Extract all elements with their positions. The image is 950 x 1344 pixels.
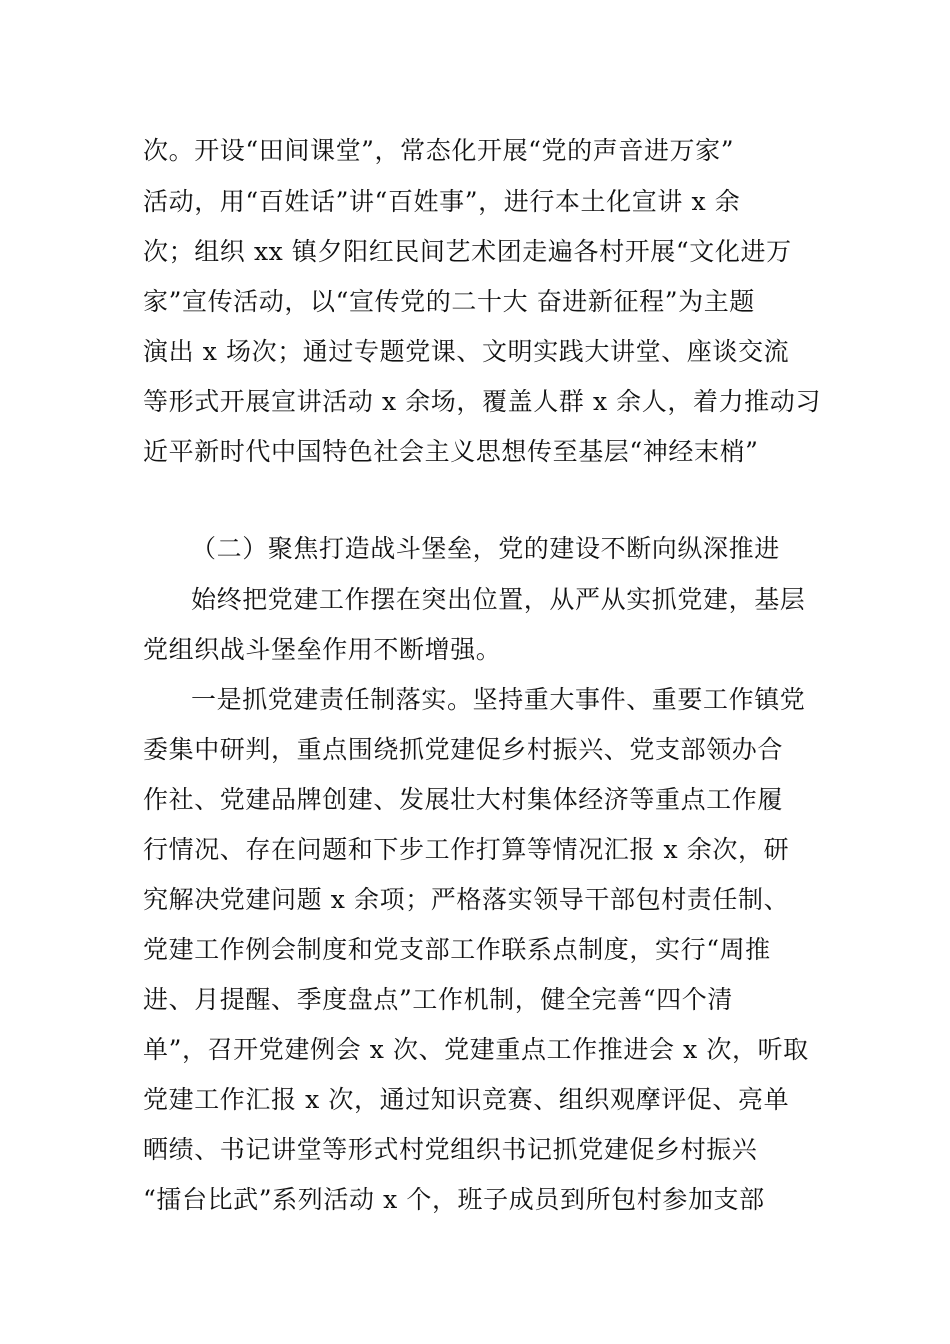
text-line: 党组织战斗堡垒作用不断增强。 <box>143 635 502 664</box>
paragraph-first-line: 始终把党建工作摆在突出位置，从严从实抓党建，基层 <box>191 585 806 614</box>
text-line: 作社、党建品牌创建、发展壮大村集体经济等重点工作履 <box>143 785 784 814</box>
paragraph-first-line: 一是抓党建责任制落实。坚持重大事件、重要工作镇党 <box>191 685 806 714</box>
text-line: 晒绩、书记讲堂等形式村党组织书记抓党建促乡村振兴 <box>143 1135 758 1164</box>
text-line: 行情况、存在问题和下步工作打算等情况汇报 x 余次，研 <box>143 835 790 864</box>
text-line: 等形式开展宣讲活动 x 余场，覆盖人群 x 余人，着力推动习 <box>143 387 821 416</box>
text-line: 单”，召开党建例会 x 次、党建重点工作推进会 x 次，听取 <box>143 1035 809 1064</box>
text-line: 委集中研判，重点围绕抓党建促乡村振兴、党支部领办合 <box>143 735 784 764</box>
text-line: 次；组织 xx 镇夕阳红民间艺术团走遍各村开展“文化进万 <box>143 237 792 266</box>
text-line: 次。开设“田间课堂”，常态化开展“党的声音进万家” <box>143 136 735 165</box>
text-line: 究解决党建问题 x 余项；严格落实领导干部包村责任制、 <box>143 885 790 914</box>
text-line: 党建工作汇报 x 次，通过知识竞赛、组织观摩评促、亮单 <box>143 1085 790 1114</box>
text-line: 演出 x 场次；通过专题党课、文明实践大讲堂、座谈交流 <box>143 337 790 366</box>
text-line: 进、月提醒、季度盘点”工作机制，健全完善“四个清 <box>143 985 733 1014</box>
text-line: 活动，用“百姓话”讲“百姓事”，进行本土化宣讲 x 余 <box>143 187 741 216</box>
text-line: 近平新时代中国特色社会主义思想传至基层“神经末梢” <box>143 437 759 466</box>
text-line: 党建工作例会制度和党支部工作联系点制度，实行“周推 <box>143 935 771 964</box>
text-line: 家”宣传活动，以“宣传党的二十大 奋进新征程”为主题 <box>143 287 755 316</box>
section-heading: （二）聚焦打造战斗堡垒，党的建设不断向纵深推进 <box>191 534 780 563</box>
text-line: “擂台比武”系列活动 x 个，班子成员到所包村参加支部 <box>143 1185 765 1214</box>
